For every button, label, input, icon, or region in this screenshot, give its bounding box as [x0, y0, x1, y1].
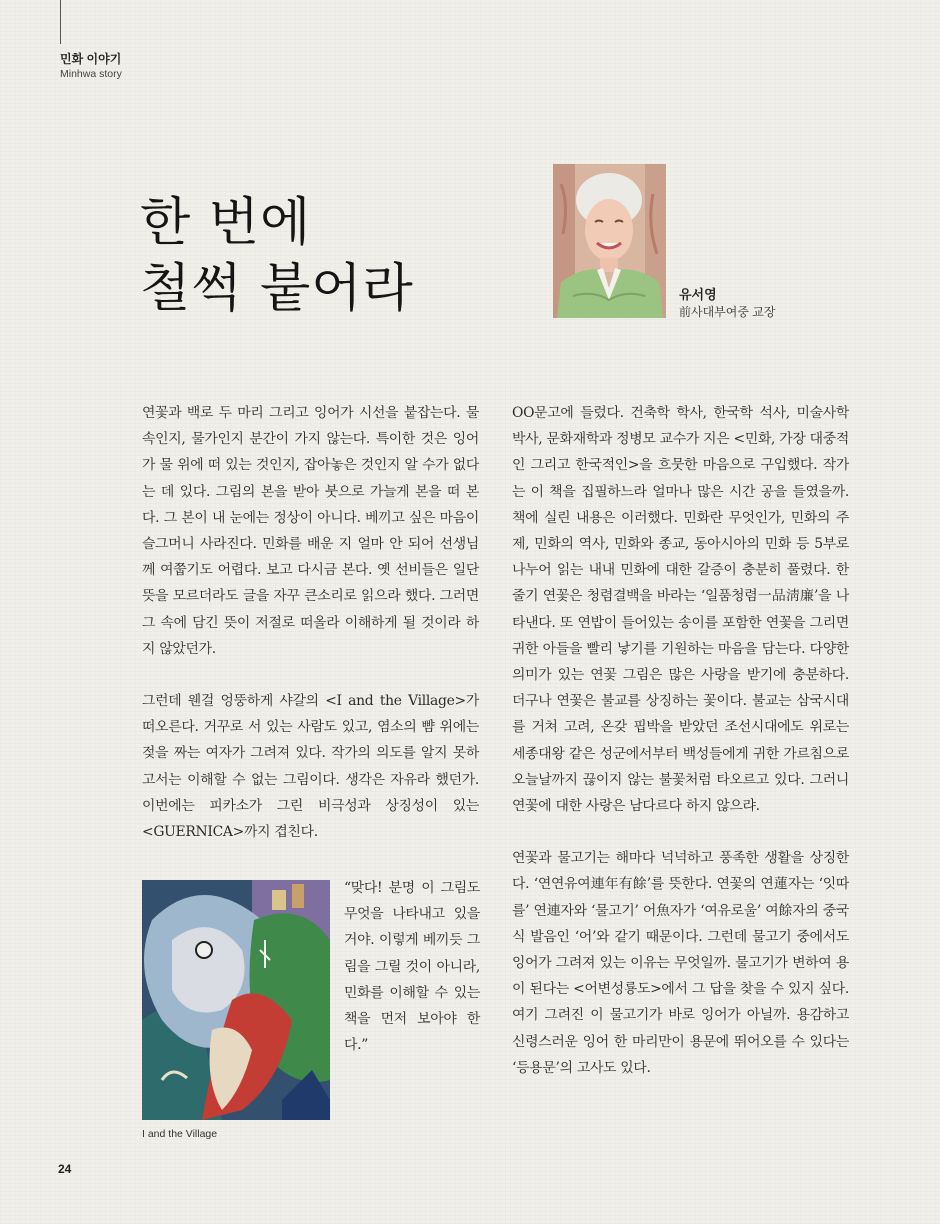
author-title: 前사대부여중 교장 — [679, 305, 776, 319]
pull-quote-text: “맞다! 분명 이 그림도 무엇을 나타내고 있을 거야. 이렇게 베끼듯 그림을 그릴 것이 아니라, 민화를 이해할 수 있는 책을 먼저 보아야 한다.” — [344, 880, 480, 1054]
painting-i-and-the-village — [142, 880, 330, 1120]
body-paragraph-1: 연꽃과 백로 두 마리 그리고 잉어가 시선을 붙잡는다. 물속인지, 물가인지 분간이 가지 않는다. 특이한 것은 잉어가 물 위에 떠 있는 것인지, 잡아놓은 것인지 알 수가 없다는 데 있다. 그림의 본을 받아 붓으로 가늘게 본을 떠 본다. 그 본이 내 눈에는 정상이 아니다. 베끼고 싶은 마음이 슬그머니 사라진다. 민화를 배운 지 얼마 안 되어 선생님께 여쭙기도 어렵다. 보고 다시금 본다. 옛 선비들은 일단 뜻을 모르더라도 글을 자꾸 큰소리로 읽으라 했다. 그러면 그 속에 담긴 뜻이 저절로 떠올라 이해하게 될 것이라 하지 않았던가. — [142, 405, 479, 657]
section-label: 민화 이야기 — [60, 52, 122, 66]
article-title-line-1: 한 번에 — [140, 193, 312, 253]
article-title-line-2: 철썩 붙어라 — [140, 259, 414, 319]
author-portrait-illustration — [553, 164, 666, 318]
author-name: 유서영 — [679, 287, 717, 302]
author-portrait — [553, 164, 666, 318]
top-rule — [60, 0, 61, 44]
article-title — [140, 190, 414, 322]
section-label-english: Minhwa story — [60, 68, 122, 80]
painting-illustration — [142, 880, 330, 1120]
pull-quote — [344, 875, 480, 1058]
body-paragraph-4: 연꽃과 물고기는 해마다 넉넉하고 풍족한 생활을 상징한다. ‘연연유여連年有餘’를 뜻한다. 연꽃의 연蓮자는 ‘잇따를’ 연連자와 ‘물고기’ 어魚자가 ‘여유로울’ 여餘자의 중국식 발음인 ‘어’와 같기 때문이다. 그런데 물고기 중에서도 잉어가 그려져 있는 이유는 무엇일까. 물고기가 변하여 용이 된다는 <어변성룡도>에서 그 답을 찾을 수 있지 싶다. 여기 그려진 이 물고기가 바로 잉어가 아닐까. 용감하고 신령스러운 잉어 한 마리만이 용문에 뛰어오를 수 있다는 ‘등용문’의 고사도 있다. — [512, 850, 849, 1076]
body-paragraph-3: OO문고에 들렀다. 건축학 학사, 한국학 석사, 미술사학 박사, 문화재학과 정병모 교수가 지은 <민화, 가장 대중적인 그리고 한국적인>을 흐뭇한 마음으로 구입했다. 작가는 이 책을 집필하느라 얼마나 많은 시간 공을 들였을까. 책에 실린 내용은 이러했다. 민화란 무엇인가, 민화의 주제, 민화의 역사, 민화와 종교, 동아시아의 민화 등 5부로 나누어 읽는 내내 민화에 대한 갈증이 충분히 풀렸다. 한줄기 연꽃은 청렴결백을 바라는 ‘일품청렴一品淸廉’을 나타낸다. 또 연밥이 들어있는 송이를 포함한 연꽃을 그리면 귀한 아들을 빨리 낳기를 기원하는 마음을 담는다. 다양한 의미가 있는 연꽃 그림은 많은 사랑을 받기에 충분하다. 더구나 연꽃은 불교를 상징하는 꽃이다. 불교는 삼국시대를 거쳐 고려, 온갖 핍박을 받았던 조선시대에도 위로는 세종대왕 같은 성군에서부터 백성들에게 귀한 가르침으로 오늘날까지 끊이지 않는 불꽃처럼 타오르고 있다. 그러니 연꽃에 대한 사랑은 남다르다 하지 않으랴. — [512, 405, 849, 815]
painting-caption: I and the Village — [142, 1128, 218, 1140]
body-column-left — [142, 400, 479, 845]
body-column-right — [512, 400, 849, 1081]
page-number: 24 — [58, 1162, 72, 1176]
body-paragraph-2: 그런데 웬걸 엉뚱하게 샤갈의 <I and the Village>가 떠오른다. 거꾸로 서 있는 사람도 있고, 염소의 뺨 위에는 젖을 짜는 여자가 그려져 있다. 작가의 의도를 알지 못하고서는 이해할 수 없는 그림이다. 생각은 자유라 했던가. 이번에는 피카소가 그린 비극성과 상징성이 있는 <GUERNICA>까지 겹친다. — [142, 693, 479, 841]
